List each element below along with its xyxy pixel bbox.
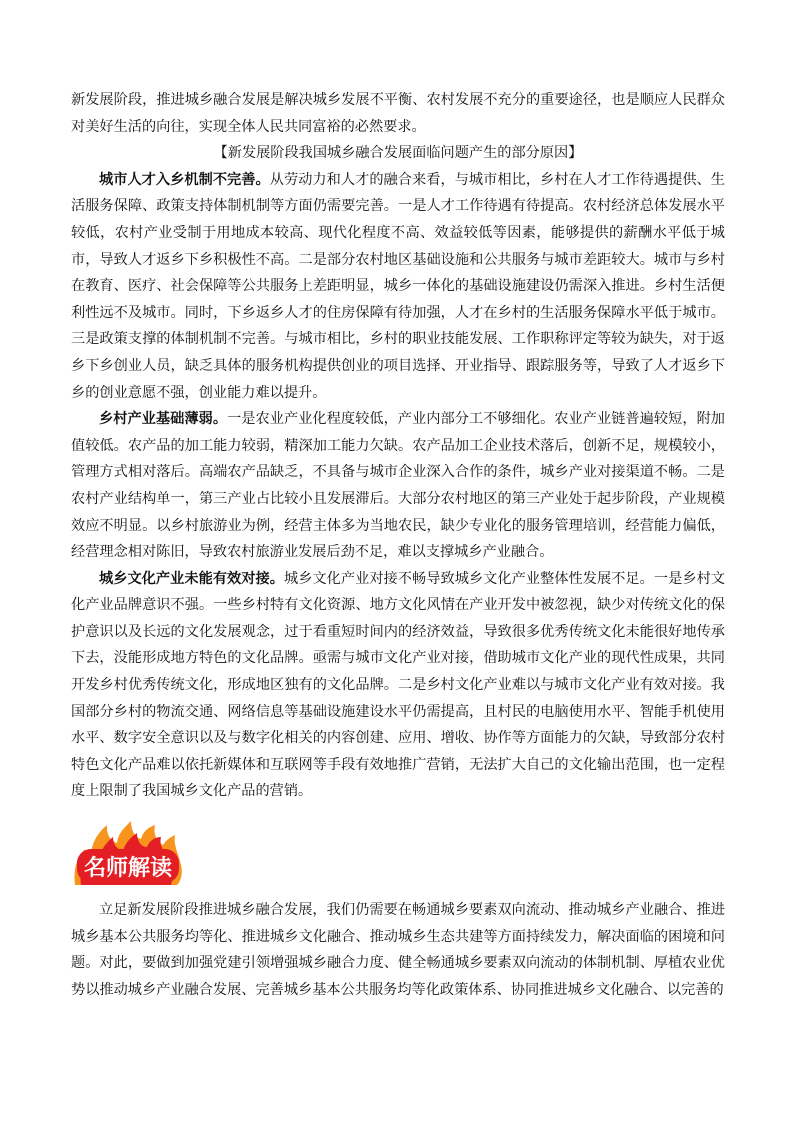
- paragraph-text: 城乡文化产业对接不畅导致城乡文化产业整体性发展不足。一是乡村文化产业品牌意识不强。一些乡村特有文化资源、地方文化风情在产业开发中被忽视，缺少对传统文化的保护意识以及长远的文化发展观念，过于看重短时间内的经济效益，导致很多优秀传统文化未能很好地传承下去，没能形成地方特色的文化品牌。亟需与城市文化产业对接，借助城市文化产业的现代性成果，共同开发乡村优秀传统文化，形成地区独有的文化品牌。二是乡村文化产业难以与城市文化产业有效对接。我国部分乡村的物流交通、网络信息等基础设施建设水平仍需提高，且村民的电脑使用水平、智能手机使用水平、数字安全意识以及与数字化相关的内容创建、应用、增收、协作等方面能力的欠缺，导致部分农村特色文化产品难以依托新媒体和互联网等手段有效地推广营销，无法扩大自己的文化输出范围，也一定程度上限制了我国城乡文化产品的营销。: [71, 570, 725, 800]
- intro-paragraph: 新发展阶段，推进城乡融合发展是解决城乡发展不平衡、农村发展不充分的重要途径，也是顺应人民群众对美好生活的向往，实现全体人民共同富裕的必然要求。: [71, 92, 725, 135]
- paragraph-text: 一是农业产业化程度较低，产业内部分工不够细化。农业产业链普遍较短，附加值较低。农产品的加工能力较弱，精深加工能力欠缺。农产品加工企业技术落后，创新不足，规模较小，管理方式相对落后。高端农产品缺乏，不具备与城市企业深入合作的条件，城乡产业对接渠道不畅。二是农村产业结构单一，第三产业占比较小且发展滞后。大部分农村地区的第三产业处于起步阶段，产业规模效应不明显。以乡村旅游业为例，经营主体多为当地农民，缺少专业化的服务管理培训，经营能力偏低，经营理念相对陈旧，导致农村旅游业发展后劲不足，难以支撑城乡产业融合。: [71, 411, 725, 561]
- logo-text: 名师解读: [83, 855, 173, 882]
- paragraph-talent: [71, 167, 725, 406]
- paragraph-lead: 乡村产业基础薄弱。: [99, 411, 228, 428]
- commentary-paragraph: 立足新发展阶段推进城乡融合发展，我们仍需要在畅通城乡要素双向流动、推动城乡产业融合、推进城乡基本公共服务均等化、推进城乡文化融合、推动城乡生态共建等方面持续发力，解决面临的困境和问题。对此，要做到加强党建引领增强城乡融合力度、健全畅通城乡要素双向流动的体制机制、厚植农业优势以推动城乡产业融合发展、完善城乡基本公共服务均等化政策体系、协同推进城乡文化融合、以完善的: [71, 902, 725, 998]
- paragraph-culture: [71, 566, 725, 805]
- section-heading: 【新发展阶段我国城乡融合发展面临问题产生的部分原因】: [213, 145, 583, 162]
- flame-icon: [71, 819, 185, 889]
- paragraph-lead: 城乡文化产业未能有效对接。: [99, 570, 284, 587]
- document-body: [71, 87, 725, 1003]
- expert-commentary-logo: [71, 819, 725, 889]
- paragraph-industry: [71, 406, 725, 566]
- paragraph-text: 从劳动力和人才的融合来看，与城市相比，乡村在人才工作待遇提供、生活服务保障、政策支持体制机制等方面仍需要完善。一是人才工作待遇有待提高。农村经济总体发展水平较低，农村产业受制于用地成本较高、现代化程度不高、效益较低等因素，能够提供的薪酬水平低于城市，导致人才返乡下乡积极性不高。二是部分农村地区基础设施和公共服务与城市差距较大。城市与乡村在教育、医疗、社会保障等公共服务上差距明显，城乡一体化的基础设施建设仍需深入推进。乡村生活便利性远不及城市。同时，下乡返乡人才的住房保障有待加强，人才在乡村的生活服务保障水平低于城市。三是政策支撑的体制机制不完善。与城市相比，乡村的职业技能发展、工作职称评定等较为缺失，对于返乡下乡创业人员，缺乏具体的服务机构提供创业的项目选择、开业指导、跟踪服务等，导致了人才返乡下乡的创业意愿不强，创业能力难以提升。: [71, 171, 725, 401]
- paragraph-lead: 城市人才入乡机制不完善。: [99, 171, 270, 188]
